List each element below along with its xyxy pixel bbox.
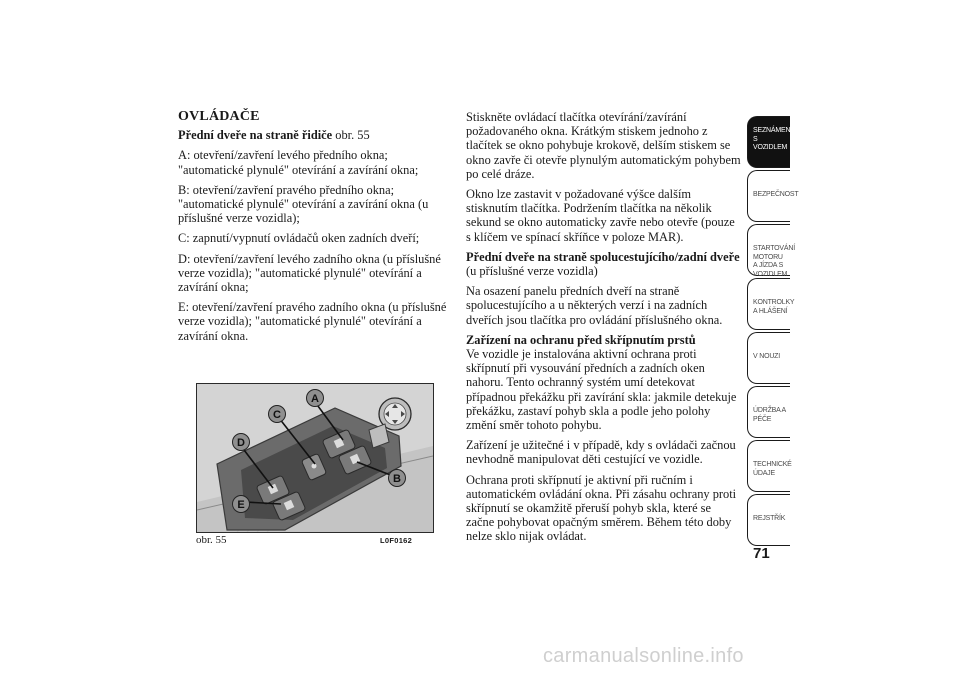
page-number: 71 — [753, 545, 770, 562]
left-column — [178, 110, 453, 349]
control-item-d: D: otevření/zavření levého zadního okna (u příslušné verze vozidla); "automatické plynulé" otevírání a zavírání okna; — [178, 251, 441, 295]
section-title: OVLÁDAČE — [178, 109, 260, 124]
window-controls-illustration — [196, 383, 434, 533]
callout-a — [307, 390, 324, 407]
callout-b — [389, 470, 406, 487]
window-controls-drawing — [197, 384, 433, 532]
tab-rejstrik[interactable]: REJSTŘÍK — [747, 494, 790, 546]
paragraph-passenger-buttons: Na osazení panelu předních dveří na straně spolucestujícího a u některých verzí i na zadních dveřích jsou tlačítka pro ovládání příslušného okna. — [466, 284, 723, 327]
paragraph-pinch-active: Ochrana proti skřípnutí je aktivní při ručním i automatickém ovládání okna. Při zásahu ochrany proti skřípnutí se okamžitě přeruší pohyb skla, které se začne pohybovat opačným směrem. Během této doby nelze sklo nijak ovládat. — [466, 472, 737, 544]
tab-startovani-motoru[interactable]: STARTOVÁNÍ MOTORU A JÍZDA S VOZIDLEM — [747, 224, 790, 276]
label-b: B — [393, 473, 401, 485]
paragraph-operation: Stiskněte ovládací tlačítka otevírání/zavírání požadovaného okna. Krátkým stiskem jednoho z tlačítek se okno pohybuje krokově, delším stiskem se okno zavře či otevře plynulým automatickým pohybem po celé dráze. — [466, 110, 741, 181]
watermark: carmanualsonline.info — [543, 645, 744, 667]
tab-v-nouzi[interactable]: V NOUZI — [747, 332, 790, 384]
control-item-b: B: otevření/zavření pravého předního okna; "automatické plynulé" otevírání a zavírání okna (u příslušné verze vozidla); — [178, 182, 429, 226]
callout-d — [233, 434, 250, 451]
chapter-tabs — [747, 116, 799, 548]
figure-caption: obr. 55 — [196, 534, 227, 546]
control-item-e: E: otevření/zavření pravého zadního okna (u příslušné verze vozidla); "automatické plynulé" otevírání a zavírání okna. — [178, 300, 447, 343]
callout-c — [269, 406, 286, 423]
label-c: C — [273, 409, 281, 421]
pinch-protection-heading: Zařízení na ochranu před skřípnutím prstů — [466, 332, 696, 347]
figure-reference: obr. 55 — [332, 128, 370, 143]
label-e: E — [237, 499, 245, 511]
control-item-a: A: otevření/zavření levého předního okna; "automatické plynulé" otevírání a zavírání okna; — [178, 148, 419, 177]
paragraph-stop: Okno lze zastavit v požadované výšce dalším stisknutím tlačítka. Podržením tlačítka na několik sekund se okno automaticky zavře nebo otevře (pouze s klíčem ve spínací skříňce v poloze MAR). — [466, 187, 735, 244]
tab-udrzba-a-pece[interactable]: ÚDRŽBA A PÉČE — [747, 386, 790, 438]
driver-door-heading-line — [178, 128, 453, 142]
label-d: D — [237, 437, 245, 449]
passenger-door-heading: Přední dveře na straně spolucestujícího/zadní dveře — [466, 249, 740, 264]
paragraph-pinch-children: Zařízení je užitečné i v případě, kdy s ovládači začnou nevhodně manipulovat děti cestující ve vozidle. — [466, 438, 736, 467]
tab-seznameni-s-vozidlem[interactable]: SEZNÁMENÍ S VOZIDLEM — [747, 116, 790, 168]
passenger-version-note: (u příslušné verze vozidla) — [466, 264, 598, 279]
tab-technicke-udaje[interactable]: TECHNICKÉ ÚDAJE — [747, 440, 790, 492]
right-column — [466, 110, 742, 550]
callout-e — [233, 496, 250, 513]
figure-code: L0F0162 — [380, 536, 413, 545]
tab-kontrolky-a-hlaseni[interactable]: KONTROLKY A HLÁŠENÍ — [747, 278, 790, 330]
paragraph-pinch-system: Ve vozidle je instalována aktivní ochrana proti skřípnutí při vysouvání předních a zadních oken nahoru. Tento ochranný systém umí detekovat případnou překážku při zavírání skla: jakmile detekuje překážku, zastaví pohyb skla a podle jeho polohy změní směr tohoto pohybu. — [466, 347, 737, 433]
driver-door-heading: Přední dveře na straně řidiče — [178, 128, 333, 143]
control-item-c: C: zapnutí/vypnutí ovládačů oken zadních dveří; — [178, 231, 420, 246]
tab-bezpecnost[interactable]: BEZPEČNOST — [747, 170, 790, 222]
label-a: A — [311, 393, 319, 405]
